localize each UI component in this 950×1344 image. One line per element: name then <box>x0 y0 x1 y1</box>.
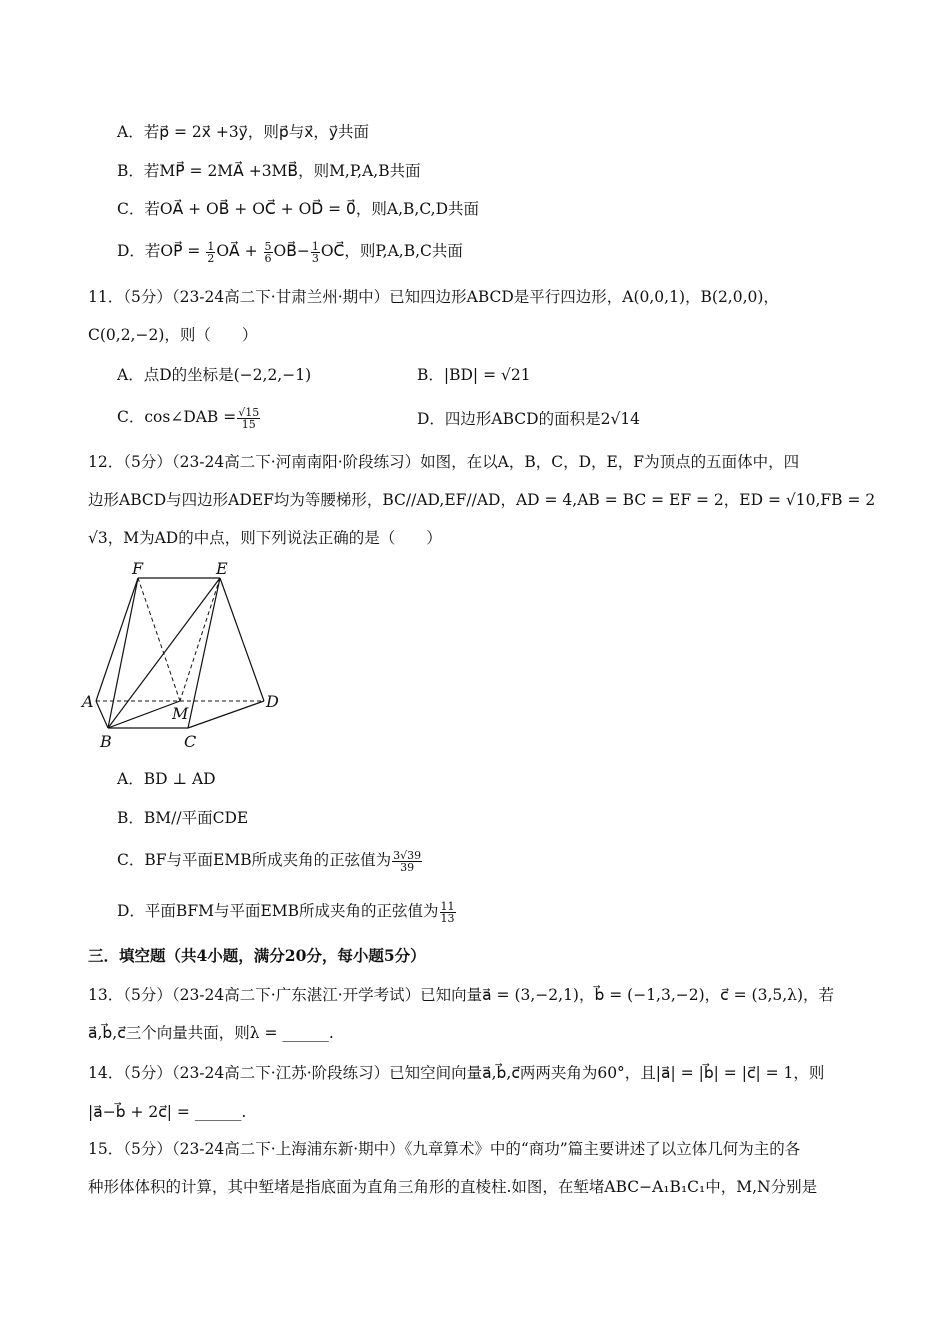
q10-option-d: D．若OP⃗ = $\frac{1}{2}$ OA⃗ + $\frac{5}{6}$ OB⃗− $\frac{1}{3}$ OC⃗，则P,A,B,C共面 <box>117 239 463 265</box>
q11-option-c: C．cos∠DAB = $\frac{√15}{15}$ <box>117 405 260 431</box>
q12-option-c: C．BF与平面EMB所成夹角的正弦值为 $\frac{3√39}{39}$ <box>117 848 422 874</box>
fraction: $\frac{1}{3}$ <box>311 239 319 265</box>
q12-stem-line3: √3，M为AD的中点，则下列说法正确的是（ ） <box>88 529 442 547</box>
q10-option-d-prefix: D．若OP⃗ = <box>117 242 201 260</box>
q12-option-d: D．平面BFM与平面EMB所成夹角的正弦值为 $\frac{11}{13}$ <box>117 899 455 925</box>
edge-em-hidden <box>180 578 220 701</box>
section-heading-fill-in: 三．填空题（共4小题，满分20分，每小题5分） <box>88 946 426 965</box>
q11-option-a: A．点D的坐标是(−2,2,−1) <box>117 366 312 384</box>
vertex-label-d: D <box>266 692 279 711</box>
fraction: $\frac{11}{13}$ <box>440 899 455 925</box>
fraction: $\frac{1}{2}$ <box>207 239 215 265</box>
q15-stem-line2: 种形体体积的计算，其中堑堵是指底面为直角三角形的直棱柱.如图，在堑堵ABC−A₁B₁C₁中，M,N分别是 <box>88 1178 818 1196</box>
q15-stem-line1: 15．（5分）（23-24高二下·上海浦东新·期中）《九章算术》中的“商功”篇主要讲述了以立体几何为主的各 <box>88 1140 801 1158</box>
q11-option-d: D．四边形ABCD的面积是2√14 <box>417 410 641 428</box>
fraction: $\frac{√15}{15}$ <box>238 405 260 431</box>
q14-stem-line1: 14．（5分）（23-24高二下·江苏·阶段练习）已知空间向量a⃗,b⃗,c⃗两两夹角为60°，且|a⃗| = |b⃗| = |c⃗| = 1，则 <box>88 1064 825 1082</box>
q11-stem-line1: 11．（5分）（23-24高二下·甘肃兰州·期中）已知四边形ABCD是平行四边形，A(0,0,1)，B(2,0,0)， <box>88 288 779 306</box>
q12-stem-line2: 边形ABCD与四边形ADEF均为等腰梯形，BC//AD,EF//AD，AD = 4,AB = BC = EF = 2，ED = √10,FB = 2 <box>88 491 876 509</box>
fraction: $\frac{5}{6}$ <box>264 239 272 265</box>
vertex-label-f: F <box>132 559 144 578</box>
q11-stem-line2: C(0,2,−2)，则（ ） <box>88 326 258 344</box>
q11-option-b: B．|BD| = √21 <box>417 366 531 384</box>
q13-stem-line2: a⃗,b⃗,c⃗三个向量共面，则λ = ______. <box>88 1024 334 1042</box>
q12-stem-line1: 12．（5分）（23-24高二下·河南南阳·阶段练习）如图，在以A，B，C，D，E，F为顶点的五面体中，四 <box>88 453 800 471</box>
vertex-label-m: M <box>172 704 189 723</box>
fraction: $\frac{3√39}{39}$ <box>393 848 422 874</box>
q10-option-c: C．若OA⃗ + OB⃗ + OC⃗ + OD⃗ = 0⃗，则A,B,C,D共面 <box>117 200 480 218</box>
q14-stem-line2: |a⃗−b⃗ + 2c⃗| = ______. <box>88 1103 247 1121</box>
vertex-label-b: B <box>100 732 112 751</box>
pentahedron-figure <box>80 556 290 751</box>
edge-ec <box>188 578 220 728</box>
vertex-label-e: E <box>216 559 228 578</box>
q13-stem-line1: 13．（5分）（23-24高二下·广东湛江·开学考试）已知向量a⃗ = (3,−2,1)，b⃗ = (−1,3,−2)，c⃗ = (3,5,λ)，若 <box>88 986 835 1004</box>
edge-cd <box>188 701 264 728</box>
edge-ed <box>220 578 264 701</box>
edge-ab <box>96 701 108 728</box>
vertex-label-a: A <box>82 692 94 711</box>
q12-option-a: A．BD ⊥ AD <box>117 770 216 788</box>
q10-option-b: B．若MP⃗ = 2MA⃗ +3MB⃗，则M,P,A,B共面 <box>117 162 421 180</box>
q12-option-b: B．BM//平面CDE <box>117 809 249 827</box>
q10-option-a: A．若p⃗ = 2x⃗ +3y⃗，则p⃗与x⃗，y⃗共面 <box>117 123 370 141</box>
vertex-label-c: C <box>184 732 197 751</box>
